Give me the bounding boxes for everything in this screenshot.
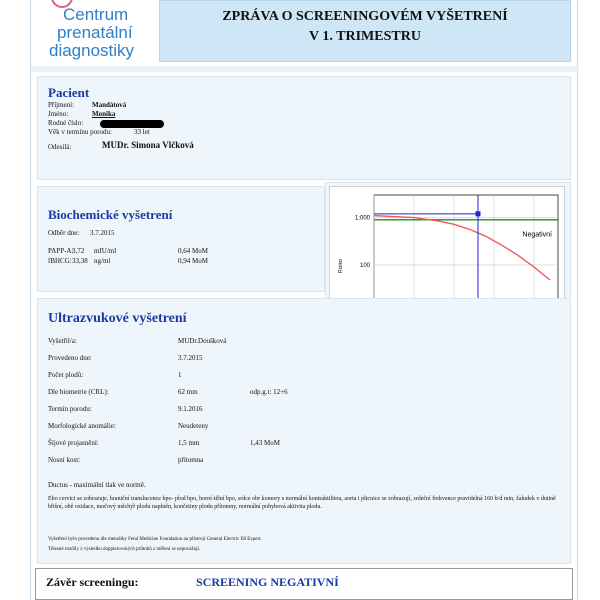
bhcg-label: fBHCG:	[48, 257, 72, 265]
ultrasound-row-label: Provedeno dne:	[48, 354, 92, 362]
pappa-value: 3,72	[72, 247, 85, 255]
bhcg-mom: 0,94 MoM	[178, 257, 208, 265]
surname-label: Příjmení:	[48, 101, 75, 109]
ultrasound-row-value: 1	[178, 371, 182, 379]
conclusion-box	[35, 568, 573, 600]
ultrasound-row-value: 62 mm	[178, 388, 198, 396]
biochem-date-value: 3.7.2015	[90, 229, 115, 237]
report-page	[30, 0, 578, 600]
conclusion-label: Závěr screeningu:	[46, 575, 139, 589]
y-tick-label: 1:000	[354, 215, 370, 222]
y-tick-label: 100	[359, 262, 370, 269]
ultrasound-row-label: Dle biometrie (CRL):	[48, 388, 109, 396]
ultrasound-row-value: 1,5 mm	[178, 439, 200, 447]
bhcg-value: 33,38	[72, 257, 88, 265]
patient-section	[37, 76, 571, 180]
ultrasound-row-value: Neudeteny	[178, 422, 209, 430]
ultrasound-note-3: Vyšetření bylo provedeno dle metodiky Fetal Medicine Foundation na přístroji General Electric E8 Expert.	[48, 537, 262, 542]
header-divider	[31, 66, 579, 72]
sender-label: Odesílá:	[48, 143, 72, 151]
biochem-date-label: Odběr dne:	[48, 229, 80, 237]
ultrasound-note-1: Ductus - maximální tlak ve normě.	[48, 481, 146, 489]
report-title	[159, 0, 571, 62]
report-title-line-2: V 1. TRIMESTRU	[309, 29, 421, 44]
birth-number-label: Rodné číslo:	[48, 119, 84, 127]
conclusion-value: SCREENING NEGATIVNÍ	[196, 575, 339, 589]
logo-line-3: diagnostiky	[49, 41, 135, 60]
biochem-section	[37, 186, 325, 292]
ultrasound-row-label: Termín porodu:	[48, 405, 92, 413]
ultrasound-row-label: Nosní kost:	[48, 456, 81, 464]
surname-value: Mandátová	[92, 101, 127, 109]
ultrasound-row-label: Šíjové projasnění:	[48, 439, 99, 447]
pappa-unit: mIU/ml	[94, 247, 117, 255]
pappa-mom: 0,64 MoM	[178, 247, 208, 255]
birth-number-redacted	[100, 120, 164, 128]
name-label: Jméno:	[48, 110, 69, 118]
ultrasound-row-value: MUDr.Doušková	[178, 337, 227, 345]
report-title-line-1: ZPRÁVA O SCREENINGOVÉM VYŠETRENÍ	[222, 9, 508, 24]
ultrasound-title: Ultrazvukové vyšetrení	[48, 311, 187, 326]
name-value: Monika	[92, 110, 116, 118]
clinic-logo	[43, 0, 173, 72]
biochem-title: Biochemické vyšetrení	[48, 207, 173, 222]
pappa-label: PAPP-A:	[48, 247, 74, 255]
patient-title: Pacient	[48, 85, 90, 100]
ultrasound-row-extra: 1,43 MoM	[250, 439, 280, 447]
ultrasound-row-label: Počet plodů:	[48, 371, 84, 379]
ultrasound-row-value: 9.1.2016	[178, 405, 203, 413]
ultrasound-row-value: 3.7.2015	[178, 354, 203, 362]
legend-negative-label: Negativní	[522, 231, 552, 239]
ultrasound-section	[37, 298, 571, 564]
age-value: 33 let	[134, 128, 150, 136]
ultrasound-row-label: Vyšetřil/a:	[48, 337, 77, 345]
logo-line-1: Centrum	[63, 5, 129, 24]
ultrasound-note-4: Tělesné rozdíly z výsledku dopplerovských průtoků z měření se nepovažují.	[48, 547, 201, 552]
logo-line-2: prenatální	[57, 23, 133, 42]
patient-point	[476, 211, 481, 216]
ultrasound-row-label: Morfologické anomálie:	[48, 422, 116, 430]
ultrasound-row-extra: odp.g.t: 12+6	[250, 388, 288, 396]
ultrasound-note-2: Eho cervici se zobrazuje, hraniční translucence bpo- plod bpo, horní-tělní bpo, srdce obr komory s normální kontraktilitou, aorta i plicnice se zobrazují, srdeční frekvence pravidelná 160 b/d min, žaludek v dutině břišní, obě oxidace, močový měchýř plodu naplněn, končetiny plodu přítomny, normální pohybová aktivita plodu.	[48, 496, 556, 510]
sender-value: MUDr. Simona Vlčková	[102, 140, 194, 150]
age-label: Věk v termínu porodu:	[48, 128, 112, 136]
bhcg-unit: ng/ml	[94, 257, 111, 265]
ultrasound-row-value: přítomna	[178, 456, 204, 464]
y-axis-label: Riziko	[338, 259, 344, 273]
